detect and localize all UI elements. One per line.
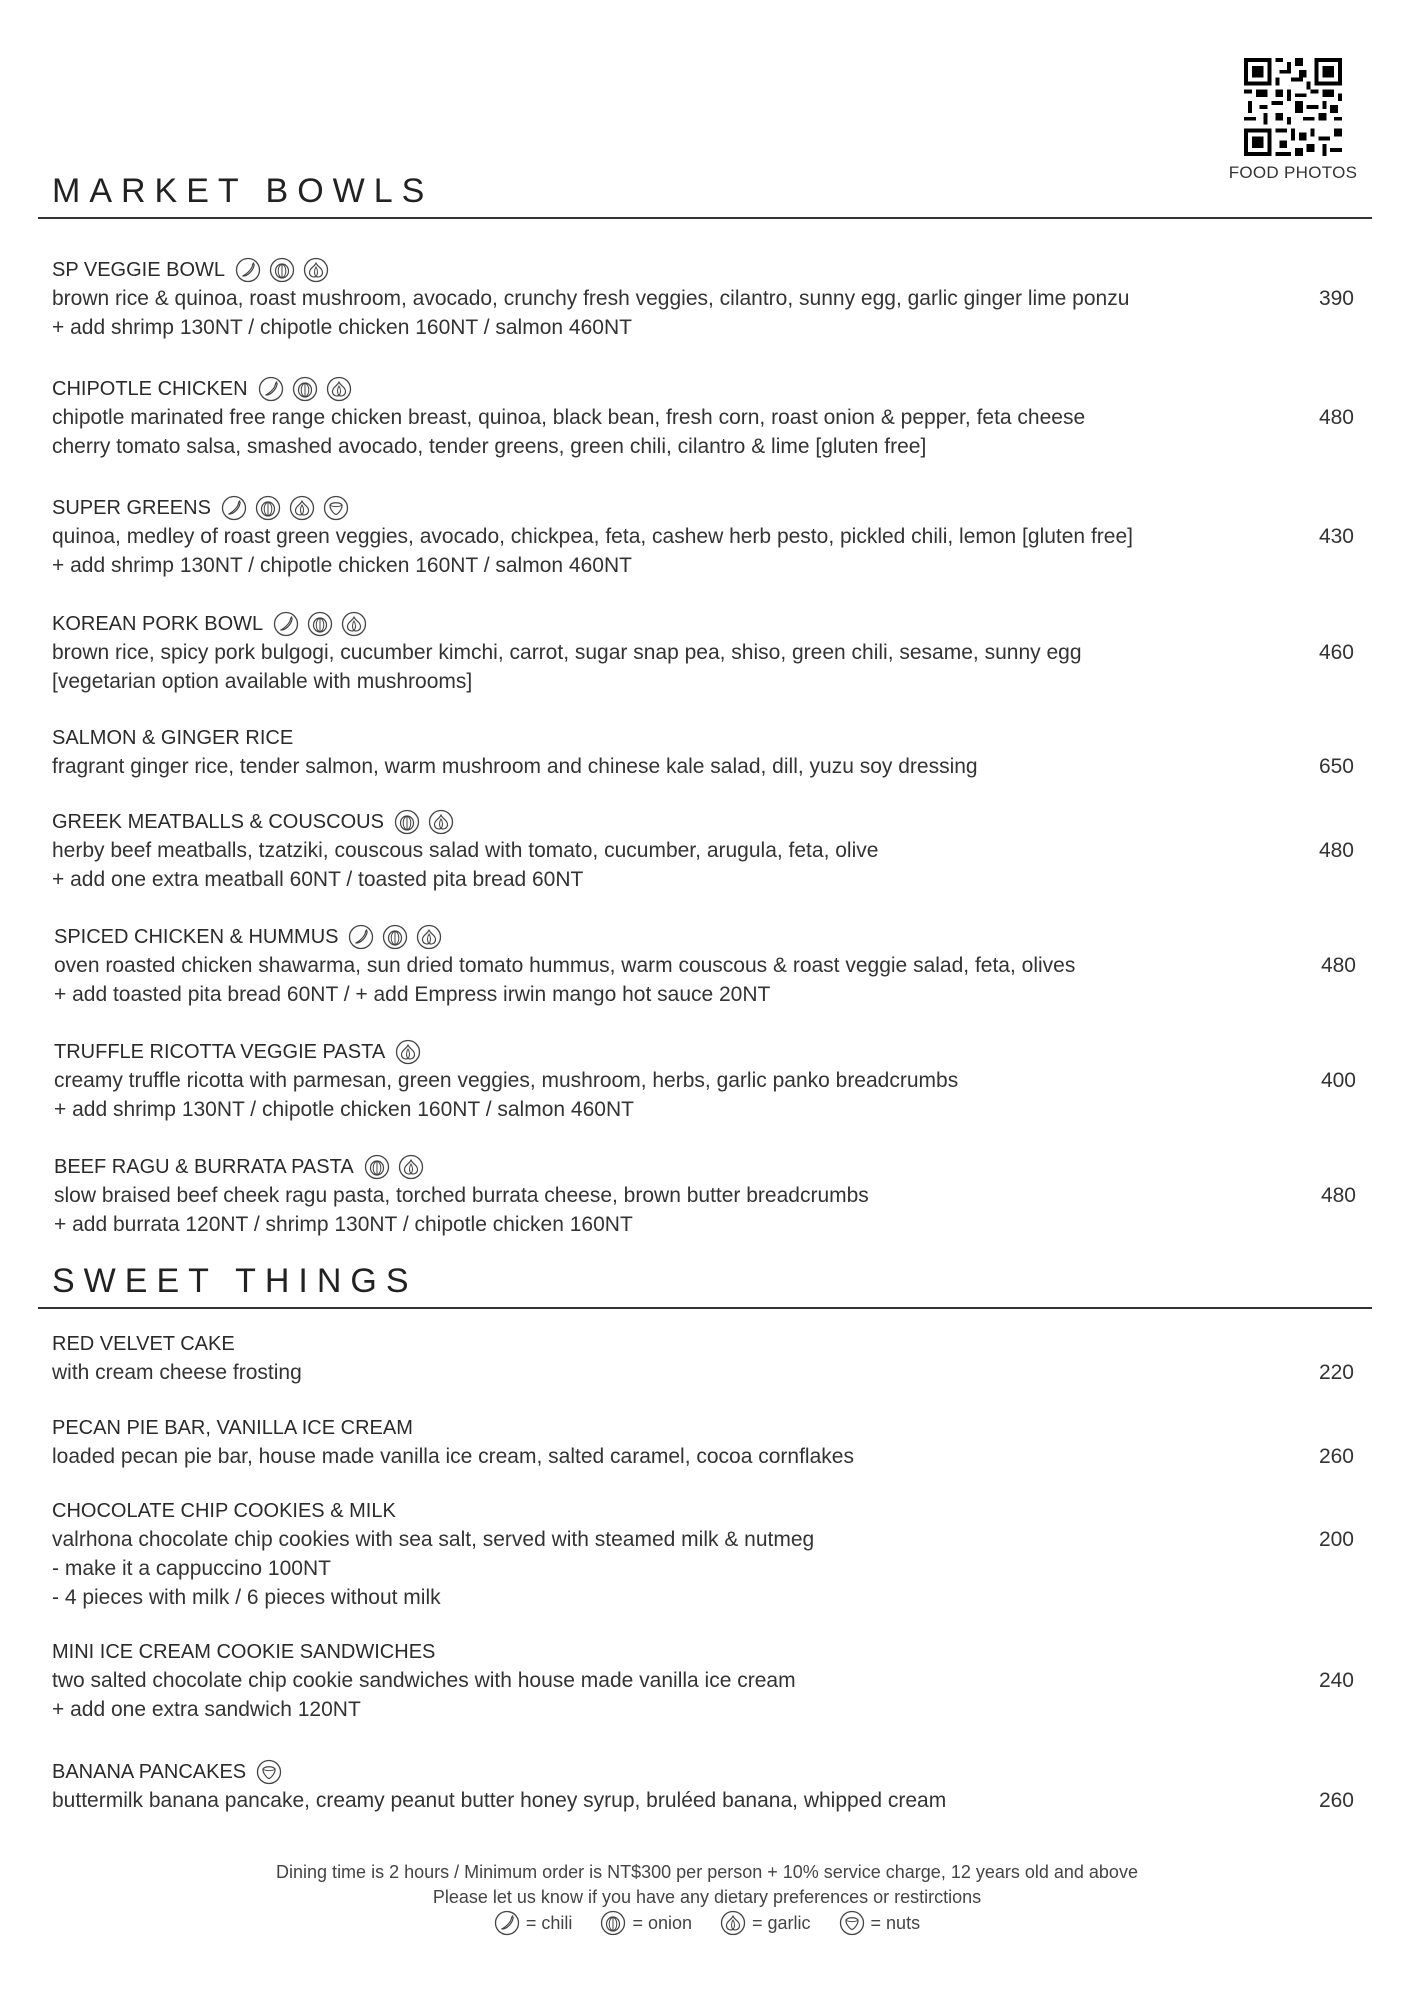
menu-item-description: loaded pecan pie bar, house made vanilla ice cream, salted caramel, cocoa cornflakes [52, 1445, 854, 1468]
legend-item-nuts [839, 1910, 921, 1936]
menu-item-header [54, 1153, 1364, 1181]
qr-label: FOOD PHOTOS [1228, 163, 1358, 182]
menu-item-price: 430 [1318, 525, 1354, 548]
menu-item-name: PECAN PIE BAR, VANILLA ICE CREAM [52, 1417, 413, 1439]
legend-item-garlic [720, 1910, 811, 1936]
menu-item-name: SUPER GREENS [52, 497, 211, 519]
menu-item-description: quinoa, medley of roast green veggies, avocado, chickpea, feta, cashew herb pesto, pickled chili, lemon [gluten free] [52, 525, 1133, 548]
menu-item-header [52, 375, 1362, 403]
menu-item-description: oven roasted chicken shawarma, sun dried tomato hummus, warm couscous & roast veggie salad, feta, olives [54, 954, 1076, 977]
menu-item-addon: + add burrata 120NT / shrimp 130NT / chipotle chicken 160NT [54, 1213, 633, 1236]
garlic-icon [289, 495, 315, 521]
menu-item-addon: + add one extra sandwich 120NT [52, 1698, 361, 1721]
legend-label: = nuts [870, 1912, 921, 1933]
menu-item-description: brown rice & quinoa, roast mushroom, avocado, crunchy fresh veggies, cilantro, sunny egg, garlic ginger lime ponzu [52, 287, 1130, 310]
menu-item-name: BEEF RAGU & BURRATA PASTA [54, 1156, 354, 1178]
menu-item-header [52, 1638, 1362, 1666]
menu-item-name: GREEK MEATBALLS & COUSCOUS [52, 811, 384, 833]
menu-item-name: MINI ICE CREAM COOKIE SANDWICHES [52, 1641, 436, 1663]
garlic-icon [395, 1039, 421, 1065]
menu-item-description: buttermilk banana pancake, creamy peanut butter honey syrup, bruléed banana, whipped cream [52, 1789, 947, 1812]
section-divider [38, 217, 1372, 219]
onion-icon [255, 495, 281, 521]
garlic-icon [720, 1910, 746, 1936]
onion-icon [269, 257, 295, 283]
menu-item-header [52, 1330, 1362, 1358]
menu-item [52, 1330, 1362, 1387]
menu-item [52, 1497, 1362, 1612]
menu-item-header [52, 610, 1362, 638]
chili-icon [348, 924, 374, 950]
nuts-icon [323, 495, 349, 521]
menu-item-header [52, 1758, 1362, 1786]
menu-item-price: 480 [1320, 954, 1356, 977]
menu-item-addon: cherry tomato salsa, smashed avocado, tender greens, green chili, cilantro & lime [gluten free] [52, 435, 927, 458]
menu-item-name: CHIPOTLE CHICKEN [52, 378, 248, 400]
menu-item [52, 256, 1362, 342]
garlic-icon [428, 809, 454, 835]
menu-item [52, 1758, 1362, 1815]
menu-item-description: slow braised beef cheek ragu pasta, torched burrata cheese, brown butter breadcrumbs [54, 1184, 869, 1207]
garlic-icon [398, 1154, 424, 1180]
menu-item [54, 1153, 1364, 1239]
chili-icon [235, 257, 261, 283]
garlic-icon [326, 376, 352, 402]
menu-item-addon: + add one extra meatball 60NT / toasted pita bread 60NT [52, 868, 584, 891]
chili-icon [258, 376, 284, 402]
menu-item-addon: + add shrimp 130NT / chipotle chicken 160NT / salmon 460NT [54, 1098, 634, 1121]
menu-item-name: CHOCOLATE CHIP COOKIES & MILK [52, 1500, 396, 1522]
onion-icon [364, 1154, 390, 1180]
menu-item-price: 480 [1318, 839, 1354, 862]
qr-code [1244, 58, 1342, 156]
menu-item-addon: - make it a cappuccino 100NT [52, 1557, 331, 1580]
menu-item [52, 494, 1362, 580]
section-divider [38, 1307, 1372, 1309]
menu-item-price: 650 [1318, 755, 1354, 778]
menu-item-price: 480 [1318, 406, 1354, 429]
onion-icon [394, 809, 420, 835]
menu-item-price: 260 [1318, 1445, 1354, 1468]
menu-item [52, 610, 1362, 696]
menu-item-description: two salted chocolate chip cookie sandwiches with house made vanilla ice cream [52, 1669, 796, 1692]
menu-item-addon: + add shrimp 130NT / chipotle chicken 160NT / salmon 460NT [52, 316, 632, 339]
menu-item-description: chipotle marinated free range chicken breast, quinoa, black bean, fresh corn, roast onion & pepper, feta cheese [52, 406, 1086, 429]
chili-icon [221, 495, 247, 521]
menu-item-description: brown rice, spicy pork bulgogi, cucumber kimchi, carrot, sugar snap pea, shiso, green chili, sesame, sunny egg [52, 641, 1082, 664]
menu-item [52, 1414, 1362, 1471]
menu-item-addon: + add shrimp 130NT / chipotle chicken 160NT / salmon 460NT [52, 554, 632, 577]
legend-label: = onion [632, 1912, 692, 1933]
menu-item-header [54, 923, 1364, 951]
menu-item-description: valrhona chocolate chip cookies with sea salt, served with steamed milk & nutmeg [52, 1528, 815, 1551]
menu-item-header [52, 256, 1362, 284]
menu-item-description: with cream cheese frosting [52, 1361, 302, 1384]
menu-item-name: RED VELVET CAKE [52, 1333, 235, 1355]
legend-item-chili [494, 1910, 573, 1936]
menu-item-header [52, 1497, 1362, 1525]
legend-label: = chili [525, 1912, 573, 1933]
menu-item [54, 1038, 1364, 1124]
menu-item-addon: [vegetarian option available with mushrooms] [52, 670, 473, 693]
menu-item-name: SALMON & GINGER RICE [52, 727, 294, 749]
menu-item [52, 1638, 1362, 1724]
onion-icon [600, 1910, 626, 1936]
section-title-sweet-things: SWEET THINGS [52, 1262, 418, 1300]
legend-label: = garlic [752, 1912, 811, 1933]
menu-item [52, 808, 1362, 894]
chili-icon [273, 611, 299, 637]
legend-item-onion [600, 1910, 692, 1936]
garlic-icon [416, 924, 442, 950]
footer-dining-policy: Dining time is 2 hours / Minimum order is NT$300 per person + 10% service charge, 12 years old and above [276, 1862, 1138, 1882]
menu-item [52, 724, 1362, 781]
menu-item [52, 375, 1362, 461]
menu-item-header [52, 808, 1362, 836]
nuts-icon [839, 1910, 865, 1936]
menu-item-header [52, 1414, 1362, 1442]
menu-item-header [52, 724, 1362, 752]
menu-item-price: 240 [1318, 1669, 1354, 1692]
menu-item-description: herby beef meatballs, tzatziki, couscous salad with tomato, cucumber, arugula, feta, olive [52, 839, 879, 862]
nuts-icon [256, 1759, 282, 1785]
menu-item-price: 400 [1320, 1069, 1356, 1092]
menu-item-addon: + add toasted pita bread 60NT / + add Empress irwin mango hot sauce 20NT [54, 983, 771, 1006]
onion-icon [307, 611, 333, 637]
menu-item-price: 480 [1320, 1184, 1356, 1207]
garlic-icon [303, 257, 329, 283]
onion-icon [382, 924, 408, 950]
menu-item [54, 923, 1364, 1009]
menu-item-description: creamy truffle ricotta with parmesan, green veggies, mushroom, herbs, garlic panko breadcrumbs [54, 1069, 959, 1092]
menu-item-price: 200 [1318, 1528, 1354, 1551]
menu-item-price: 460 [1318, 641, 1354, 664]
chili-icon [494, 1910, 520, 1936]
menu-item-price: 220 [1318, 1361, 1354, 1384]
menu-item-addon: - 4 pieces with milk / 6 pieces without milk [52, 1586, 441, 1609]
menu-item-description: fragrant ginger rice, tender salmon, warm mushroom and chinese kale salad, dill, yuzu soy dressing [52, 755, 978, 778]
menu-item-header [54, 1038, 1364, 1066]
garlic-icon [341, 611, 367, 637]
menu-item-name: BANANA PANCAKES [52, 1761, 247, 1783]
menu-item-name: KOREAN PORK BOWL [52, 613, 264, 635]
menu-item-header [52, 494, 1362, 522]
onion-icon [292, 376, 318, 402]
section-title-market-bowls: MARKET BOWLS [52, 172, 434, 210]
menu-item-name: SP VEGGIE BOWL [52, 259, 226, 281]
menu-item-name: TRUFFLE RICOTTA VEGGIE PASTA [54, 1041, 386, 1063]
menu-item-name: SPICED CHICKEN & HUMMUS [54, 926, 339, 948]
icon-legend [0, 1910, 1414, 1936]
menu-item-price: 260 [1318, 1789, 1354, 1812]
menu-item-price: 390 [1318, 287, 1354, 310]
footer-dietary-note: Please let us know if you have any dietary preferences or restirctions [432, 1887, 982, 1907]
